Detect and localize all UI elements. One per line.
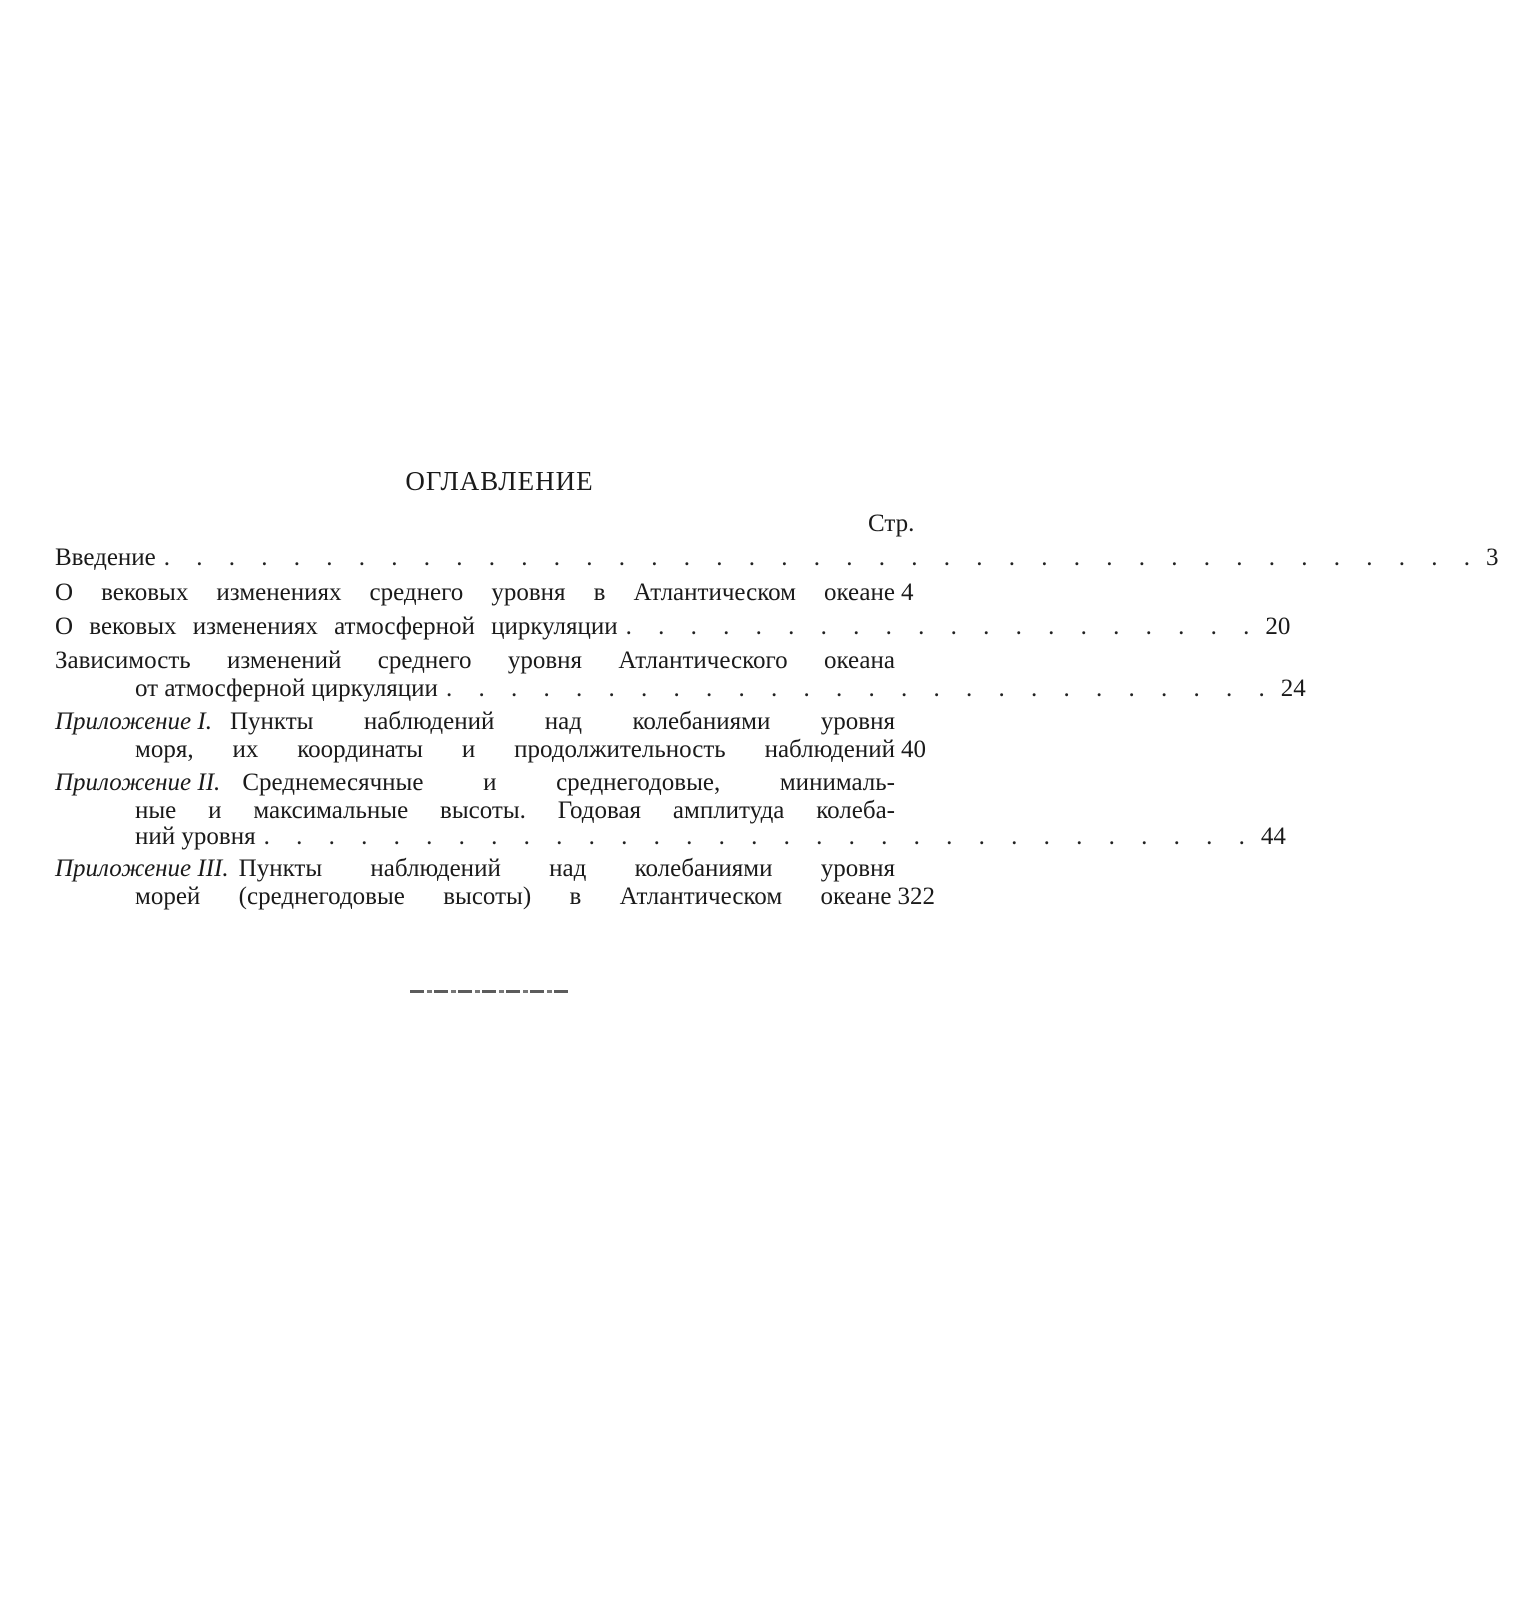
toc-entry-circulation[interactable] [55,612,1291,642]
toc-page-number: 3 [1486,544,1499,571]
appendix-label: Приложение II. [55,769,221,796]
toc-entry-appendix-2-line1[interactable] [55,768,935,798]
toc-page-number: 40 [901,736,926,763]
toc-entry-title: Пункты наблюдений над колебаниями уровня [229,708,895,735]
toc-entry-title-continued: ные и максимальные высоты. Годовая амплитуда колеба- [135,797,895,824]
toc-page-number: 20 [1265,613,1291,640]
dot-leader: . . . . . . . . . . . . . . . . . . . . [625,613,1260,640]
toc-entry-title: Введение [55,544,156,571]
toc-entry-title: О вековых изменениях среднего уровня в Атлантическом океане [55,579,895,606]
toc-entry-secular-level[interactable] [55,578,935,608]
dot-leader: . . . . . . . . . . . . . . . . . . . . . . . . . . [445,675,1275,702]
toc-entry-dependence-line2[interactable] [135,674,1306,704]
dot-leader: . . . . . . . . . . . . . . . . . . . . . . . . . . . . . . . . . . . . . . . . . [163,544,1481,571]
page-column-header: Стр. [868,510,915,537]
toc-entry-appendix-1-line1[interactable] [55,707,935,737]
toc-entry-title: Среднемесячные и среднегодовые, минималь- [242,769,895,796]
page-title: ОГЛАВЛЕНИЕ [405,466,594,496]
dot-leader: . . . . . . . . . . . . . . . . . . . . . . . . . . . . . . . [263,823,1255,850]
toc-entry-title: О вековых изменениях атмосферной циркуляции [55,613,618,640]
toc-entry-intro[interactable] [55,543,1499,573]
toc-entry-title-continued: от атмосферной циркуляции [135,675,438,702]
toc-entry-title-continued: моря, их координаты и продолжительность наблюдений [135,736,895,763]
toc-entry-appendix-2-line3[interactable] [135,822,1286,852]
end-ornament-rule [410,990,570,993]
toc-entry-appendix-1-line2[interactable] [135,735,935,765]
toc-page-number: 44 [1260,823,1286,850]
toc-entry-appendix-3-line2[interactable] [135,882,935,912]
appendix-label: Приложение III. [55,855,229,882]
toc-entry-title: Зависимость изменений среднего уровня Атлантического океана [55,647,895,674]
appendix-label: Приложение I. [55,708,212,735]
toc-page-number: 4 [901,579,914,606]
toc-entry-appendix-3-line1[interactable] [55,854,935,884]
toc-entry-title-continued: морей (среднегодовые высоты) в Атлантическом океане [135,883,892,910]
toc-page-number: 322 [897,883,935,910]
toc-entry-dependence-line1[interactable] [55,646,935,676]
toc-page-number: 24 [1280,675,1306,702]
toc-entry-title: Пункты наблюдений над колебаниями уровня [238,855,895,882]
toc-entry-title-continued: ний уровня [135,823,256,850]
